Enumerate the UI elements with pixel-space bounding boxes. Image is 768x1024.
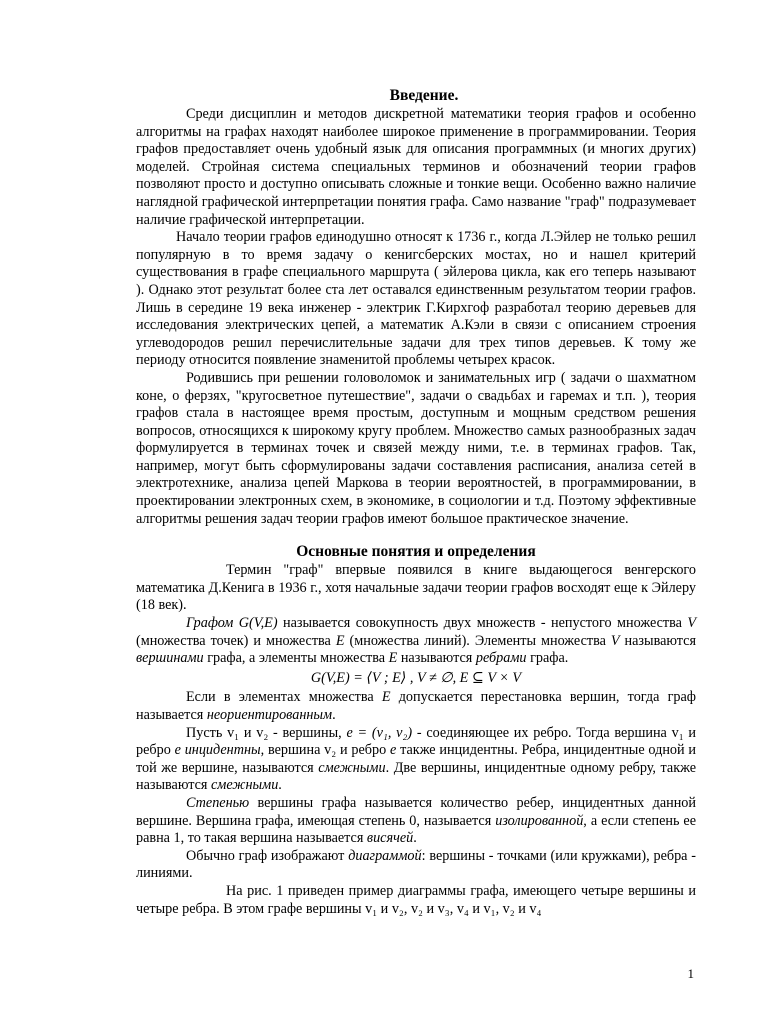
text: вершины графа называется количество ребер, инцидентных данной вершине. Вершина графа, имеющая степень 0, называется: [136, 794, 696, 829]
symbol-gve: G(V,E): [238, 615, 278, 632]
diagram-paragraph: [136, 848, 696, 883]
section-title: Основные понятия и определения: [296, 543, 536, 561]
symbol-v: V: [687, 615, 697, 632]
text: Если в элементах множества: [186, 689, 382, 706]
text: называются: [619, 632, 696, 649]
term-degree: Степенью: [186, 794, 250, 811]
text: . Две вершины, инцидентные одному ребру, также называются: [136, 759, 696, 794]
intro-paragraph-3: Родившись при решении головоломок и занимательных игр ( задачи о шахматном коне, о ферзях, "кругосветное путешествие", задачи о свадьбах и гаремах и т.п. ), теория графов стала в настоящее время простым, доступным и мощным средством решения вопросов, относящихся к широкому кругу проблем. Множество самых разнообразных задач формулируется в терминах точек и связей между ними, т.е. в терминах графов. Так, например, могут быть сформулированы задачи составления расписания, анализа сетей в электротехнике, анализа цепей Маркова в теории вероятностей, в программировании, в проектировании электронных схем, в экономике, в социологии и т.д. Поэтому эффективные алгоритмы решения задач теории графов имеют большое практическое значение.: [136, 369, 696, 527]
text: .: [332, 707, 336, 723]
term-vertices: вершинами: [136, 650, 204, 667]
symbol-e: E: [388, 650, 398, 667]
text: (множества точек) и множества: [136, 632, 336, 649]
symbol-e: E: [381, 689, 391, 706]
term-adjacent: смежными: [318, 759, 386, 776]
text: Пусть v₁ и v₂ - вершины,: [186, 724, 347, 741]
incidence-definition: [136, 725, 696, 795]
figure-paragraph: На рис. 1 приведен пример диаграммы графа, имеющего четыре вершины и четыре ребра. В этом графе вершины v₁ и v₂, v₂ и v₃, v₄ и v₁, v₂ и v₄: [136, 882, 696, 917]
text: .: [278, 777, 282, 794]
section-paragraph-1: Термин "граф" впервые появился в книге выдающегося венгерского математика Д.Кенига в 1936 г., хотя начальные задачи теории графов восходят еще к Эйлеру (18 век).: [136, 562, 696, 614]
text: (множества линий). Элементы множества: [344, 632, 611, 649]
text: называются: [397, 650, 476, 667]
intro-paragraph-2: Начало теории графов единодушно относят к 1736 г., когда Л.Эйлер не только решил популярную в то время задачу о кенигсберских мостах, но и нашел критерий существования в графе специального маршрута ( эйлерова цикла, как его теперь называют ). Однако этот результат более ста лет оставался единственным результатом теории графов. Лишь в середине 19 века инженер - электрик Г.Кирхгоф разработал теорию деревьев для исследования электрических цепей, а математик А.Кэли в связи с описанием строения углеводородов решил перечислительные задачи для трех типов деревьев. К тому же периоду относится появление знаменитой проблемы четырех красок.: [136, 229, 696, 369]
term-incident: e инцидентны: [174, 742, 261, 759]
symbol-edge: e: [390, 742, 397, 759]
text: .: [413, 830, 417, 847]
term-isolated: изолированной: [495, 812, 584, 829]
intro-title: Введение.: [389, 87, 459, 104]
text: графа, а элементы множества: [203, 650, 389, 667]
text: графа.: [526, 650, 569, 667]
text: : вершины - точками (или кружками), ребра - линиями.: [136, 847, 697, 882]
term-hanging: висячей: [366, 830, 414, 847]
document-page: [136, 86, 696, 918]
text: называется совокупность двух множеств - непустого множества: [277, 615, 688, 632]
symbol-v: V: [610, 632, 620, 649]
term-edges: ребрами: [475, 650, 527, 667]
graph-definition: [136, 615, 696, 668]
text: также инцидентны. Ребра, инцидентные одной и той же вершине, называются: [136, 742, 697, 776]
undirected-definition: [136, 689, 696, 724]
text: Обычно граф изображают: [186, 847, 349, 864]
text: - соединяющее их ребро. Тогда вершина v₁ и ребро: [136, 724, 697, 759]
degree-definition: [136, 795, 696, 848]
edge-definition: e = (v₁, v₂): [346, 724, 413, 741]
graph-formula: G(V,E) = ⟨V ; E⟩ , V ≠ ∅, E ⊆ V × V: [310, 669, 522, 686]
symbol-e: E: [335, 632, 345, 649]
term-graph: Графом: [186, 615, 234, 632]
text: допускается перестановка вершин, тогда граф называется: [136, 689, 697, 723]
term-undirected: неориентированным: [206, 707, 333, 723]
page-number: 1: [687, 966, 694, 981]
text: , а если степень ее равна 1, то такая вершина называется: [136, 812, 696, 847]
term-adjacent: смежными: [211, 777, 279, 794]
text: , вершина v₂ и ребро: [260, 742, 391, 759]
intro-paragraph-1: Среди дисциплин и методов дискретной математики теория графов и особенно алгоритмы на графах находят наиболее широкое применение в программировании. Теория графов предоставляет очень удобный язык для описания программных (и многих других) моделей. Стройная система специальных терминов и обозначений теории графов позволяют просто и доступно описывать сложные и тонкие вещи. Особенно важно наличие наглядной графической интерпретации понятия графа. Само название "граф" подразумевает наличие графической интерпретации.: [136, 106, 696, 228]
term-diagram: диаграммой: [348, 847, 422, 864]
